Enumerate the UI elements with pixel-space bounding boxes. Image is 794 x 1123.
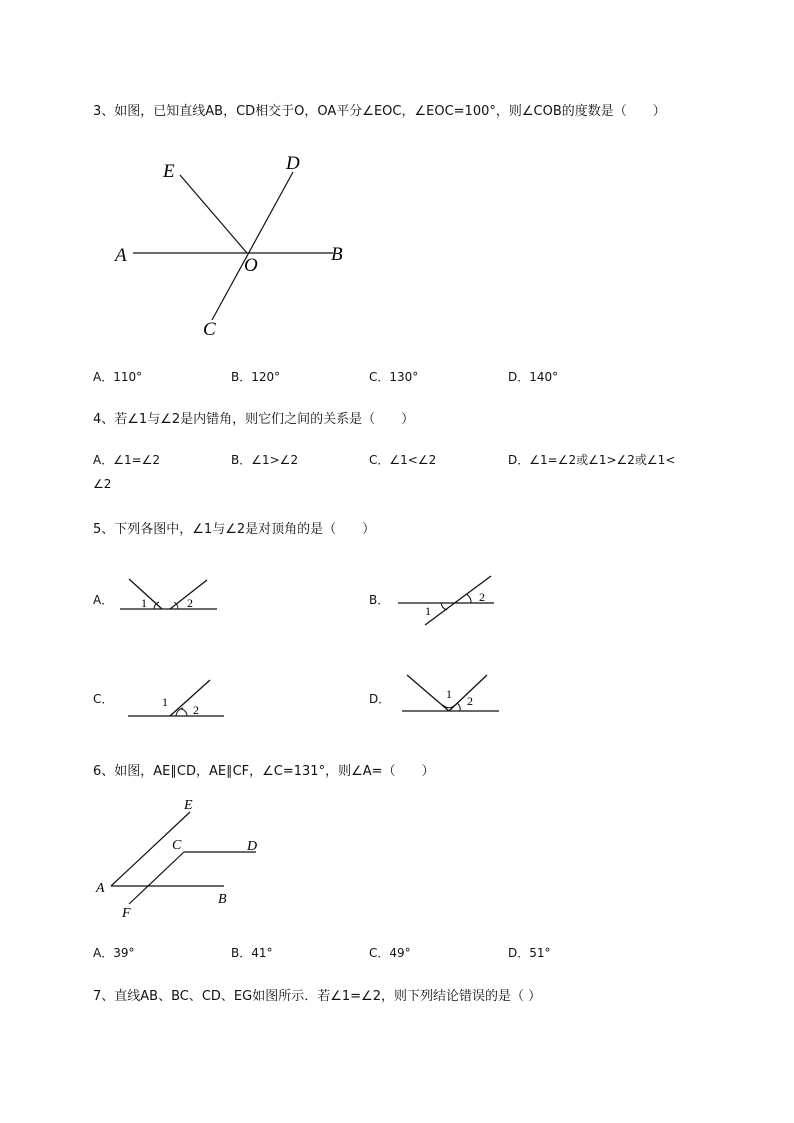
q4-option-b[interactable]: B．∠1>∠2 bbox=[231, 453, 299, 467]
q4-option-a[interactable]: A．∠1=∠2 bbox=[93, 453, 161, 467]
question-6-stem: 6、如图，AE∥CD，AE∥CF，∠C=131°，则∠A=（ ） bbox=[93, 764, 435, 779]
question-3-stem: 3、如图，已知直线AB，CD相交于O，OA平分∠EOC，∠EOC=100°，则∠COB的度数是（ ） bbox=[93, 104, 666, 119]
label-b: B bbox=[331, 244, 343, 265]
label-a: A bbox=[115, 245, 127, 266]
question-7-stem: 7、直线AB、BC、CD、EG如图所示．若∠1=∠2，则下列结论错误的是（ ） bbox=[93, 989, 542, 1004]
q3-option-b[interactable]: B．120° bbox=[231, 370, 281, 384]
svg-text:2: 2 bbox=[193, 703, 199, 717]
q4-option-d[interactable]: D．∠1=∠2或∠1>∠2或∠1< bbox=[508, 453, 676, 467]
q5-option-b[interactable]: B． bbox=[369, 593, 390, 607]
q6-option-b[interactable]: B．41° bbox=[231, 946, 273, 960]
q4-option-c[interactable]: C．∠1<∠2 bbox=[369, 453, 437, 467]
svg-text:2: 2 bbox=[467, 694, 473, 708]
svg-text:1: 1 bbox=[141, 596, 147, 610]
label-a: A bbox=[96, 881, 105, 896]
q4-option-d-wrap: ∠2 bbox=[93, 477, 112, 491]
label-b: B bbox=[218, 892, 227, 907]
q6-option-d[interactable]: D．51° bbox=[508, 946, 551, 960]
q5-option-c[interactable]: C． bbox=[93, 692, 114, 706]
q3-option-d[interactable]: D．140° bbox=[508, 370, 559, 384]
label-c: C bbox=[172, 838, 182, 853]
label-c: C bbox=[203, 319, 216, 340]
label-f: F bbox=[122, 906, 131, 921]
svg-text:1: 1 bbox=[446, 687, 452, 701]
label-o: O bbox=[244, 255, 258, 276]
svg-text:2: 2 bbox=[187, 596, 193, 610]
svg-text:2: 2 bbox=[479, 590, 485, 604]
question-5-stem: 5、下列各图中，∠1与∠2是对顶角的是（ ） bbox=[93, 522, 376, 537]
question-4-stem: 4、若∠1与∠2是内错角，则它们之间的关系是（ ） bbox=[93, 412, 415, 427]
label-d: D bbox=[286, 153, 300, 174]
q3-option-a[interactable]: A．110° bbox=[93, 370, 143, 384]
q5-option-a[interactable]: A． bbox=[93, 593, 114, 607]
q5-option-d[interactable]: D． bbox=[369, 692, 391, 706]
label-d: D bbox=[247, 839, 258, 854]
q6-option-a[interactable]: A．39° bbox=[93, 946, 135, 960]
label-e: E bbox=[163, 161, 175, 182]
svg-text:1: 1 bbox=[162, 695, 168, 709]
line-cf bbox=[129, 852, 184, 904]
q6-option-c[interactable]: C．49° bbox=[369, 946, 411, 960]
svg-text:1: 1 bbox=[425, 604, 431, 618]
label-e: E bbox=[184, 798, 193, 813]
q3-option-c[interactable]: C．130° bbox=[369, 370, 419, 384]
